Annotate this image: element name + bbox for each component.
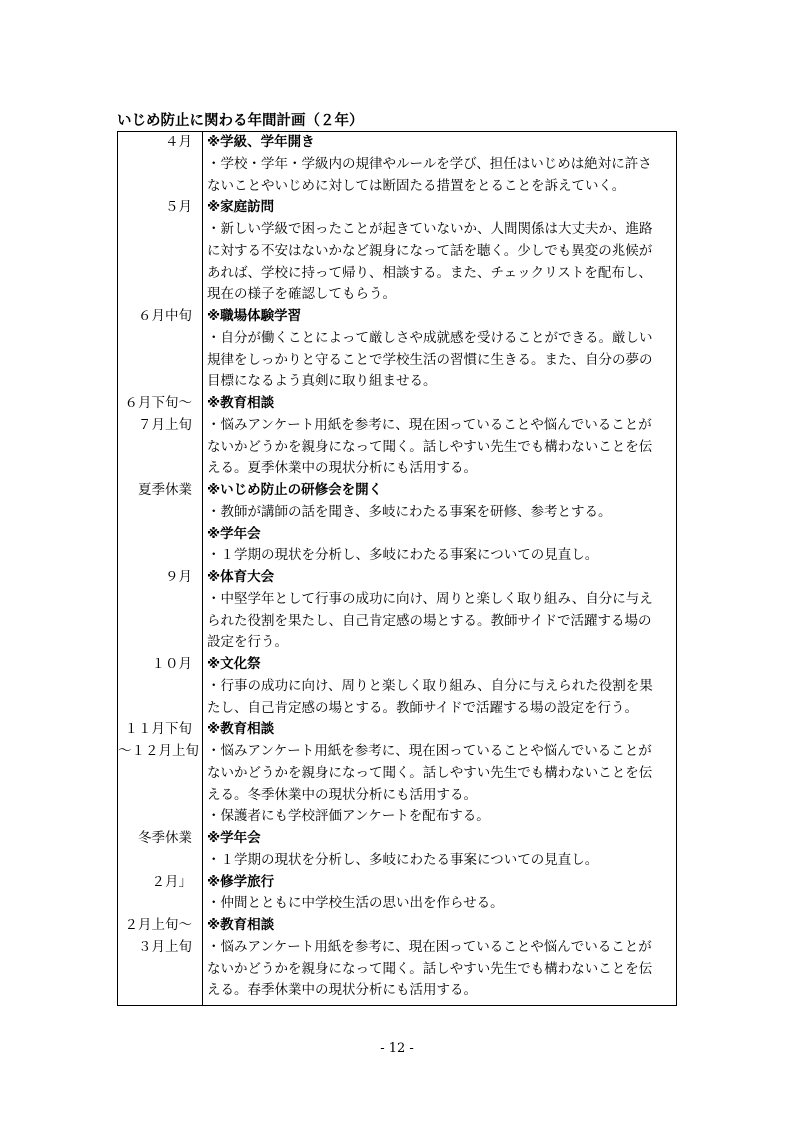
month-label: ９月 <box>165 569 192 585</box>
activity-text: 目標になるよう真剣に取り組ませる。 <box>207 373 437 390</box>
activity-text: 規律をしっかりと守ることで学校生活の習慣に生きる。また、自分の夢の <box>207 351 653 368</box>
activity-heading: ※学年会 <box>207 830 261 846</box>
activity-text: られた役割を果たし、自己肯定感の場とする。教師サイドで活躍する場の <box>207 612 652 629</box>
activity-text: ・仲間とともに中学校生活の思い出を作らせる。 <box>207 895 504 912</box>
activity-text: 現在の様子を確認してもらう。 <box>207 286 396 303</box>
activity-text: あれば、学校に持って帰り、相談する。また、チェックリストを配布し、 <box>207 264 652 281</box>
activity-heading: ※教育相談 <box>207 721 275 738</box>
activity-text: たし、自己肯定感の場とする。教師サイドで活躍する場の設定を行う。 <box>207 699 639 716</box>
activity-heading: ※家庭訪問 <box>207 199 275 216</box>
month-label: １１月下旬 <box>124 721 192 738</box>
month-label: ２月上旬～ <box>124 917 192 933</box>
month-label: 夏季休業 <box>138 482 192 498</box>
month-label: ４月 <box>165 134 192 150</box>
month-label: ６月下旬～ <box>124 395 192 411</box>
activity-text: ・悩みアンケート用紙を参考に、現在困っていることや悩んでいることが <box>207 416 652 433</box>
month-label: １０月 <box>151 656 192 672</box>
activity-heading: ※職場体験学習 <box>207 308 302 324</box>
activity-heading: ※学級、学年開き <box>207 134 315 150</box>
column-divider <box>202 132 203 1005</box>
activity-text: ・１学期の現状を分析し、多岐にわたる事案についての見直し。 <box>207 547 599 564</box>
page-title: いじめ防止に関わる年間計画（２年） <box>117 113 364 129</box>
activity-text: ないかどうかを親身になって聞く。話しやすい先生でも構わないことを伝 <box>207 438 653 455</box>
month-label: ７月上旬 <box>138 416 192 433</box>
annual-plan-table <box>117 131 677 1006</box>
month-label: ３月上旬 <box>138 938 192 955</box>
activity-heading: ※いじめ防止の研修会を開く <box>207 482 383 498</box>
activity-heading: ※教育相談 <box>207 917 275 933</box>
activity-text: ないかどうかを親身になって聞く。話しやすい先生でも構わないことを伝 <box>207 764 653 781</box>
page-number: - 12 - <box>380 1041 414 1056</box>
activity-text: ・教師が講師の話を聞き、多岐にわたる事案を研修、参考とする。 <box>207 503 612 520</box>
activity-text: ・学校・学年・学級内の規律やルールを学び、担任はいじめは絶対に許さ <box>207 155 652 172</box>
activity-heading: ※教育相談 <box>207 395 275 411</box>
activity-text: 設定を行う。 <box>207 634 288 651</box>
activity-text: ないかどうかを親身になって聞く。話しやすい先生でも構わないことを伝 <box>207 960 653 977</box>
activity-text: える。春季休業中の現状分析にも活用する。 <box>207 982 477 999</box>
month-label: 冬季休業 <box>138 830 192 846</box>
activity-text: ・行事の成功に向け、周りと楽しく取り組み、自分に与えられた役割を果 <box>207 677 653 694</box>
activity-text: ・自分が働くことによって厳しさや成就感を受けることができる。厳しい <box>207 329 653 346</box>
month-label: ６月中旬 <box>138 308 192 324</box>
activity-heading: ※文化祭 <box>207 656 261 672</box>
month-label: ～１２月上旬 <box>118 743 199 759</box>
activity-text: ・悩みアンケート用紙を参考に、現在困っていることや悩んでいることが <box>207 938 652 955</box>
activity-text: ・保護者にも学校評価アンケートを配布する。 <box>207 808 490 825</box>
activity-text: ・悩みアンケート用紙を参考に、現在困っていることや悩んでいることが <box>207 743 652 759</box>
month-label: ５月 <box>165 199 192 216</box>
activity-text: ・１学期の現状を分析し、多岐にわたる事案についての見直し。 <box>207 851 599 868</box>
activity-heading: ※学年会 <box>207 525 261 542</box>
activity-text: ・中堅学年として行事の成功に向け、周りと楽しく取り組み、自分に与え <box>207 590 653 607</box>
activity-heading: ※体育大会 <box>207 569 275 585</box>
month-label: ２月」 <box>151 873 192 890</box>
activity-text: ないことやいじめに対しては断固たる措置をとることを訴えていく。 <box>207 177 626 194</box>
activity-text: ・新しい学級で困ったことが起きていないか、人間関係は大丈夫か、進路 <box>207 221 653 237</box>
activity-heading: ※修学旅行 <box>207 873 275 890</box>
activity-text: える。夏季休業中の現状分析にも活用する。 <box>207 460 477 477</box>
activity-text: える。冬季休業中の現状分析にも活用する。 <box>207 786 477 803</box>
activity-text: に対する不安はないかなど親身になって話を聴く。少しでも異変の兆候が <box>207 242 653 259</box>
